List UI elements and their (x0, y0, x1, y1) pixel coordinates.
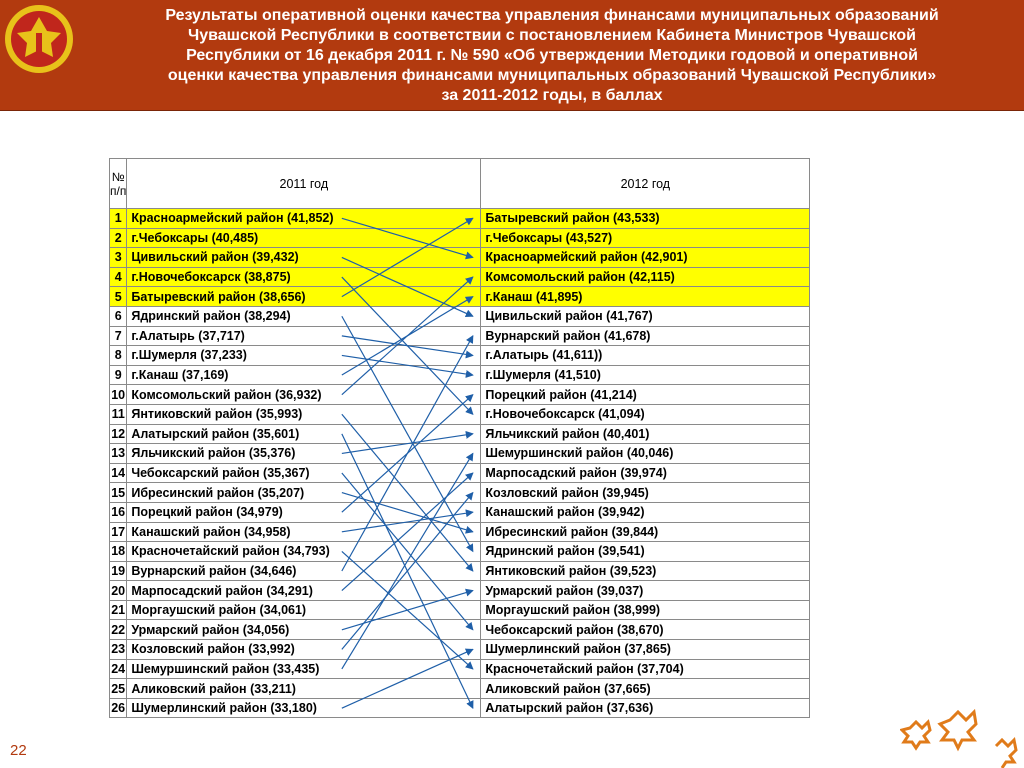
table-row (110, 365, 810, 385)
table-row (110, 424, 810, 444)
cell-2012: г.Новочебоксарск (41,094) (481, 404, 810, 424)
row-number: 9 (110, 365, 127, 385)
header-num-symbol: № (111, 169, 125, 184)
cell-2012: Шумерлинский район (37,865) (481, 640, 810, 660)
cell-2012: Аликовский район (37,665) (481, 679, 810, 699)
table-row (110, 502, 810, 522)
cell-2011: Батыревский район (38,656) (127, 287, 481, 307)
cell-2012: Урмарский район (39,037) (481, 581, 810, 601)
cell-2011: Ибресинский район (35,207) (127, 483, 481, 503)
row-number: 15 (110, 483, 127, 503)
cell-2012: Цивильский район (41,767) (481, 306, 810, 326)
cell-2012: Порецкий район (41,214) (481, 385, 810, 405)
table-row (110, 561, 810, 581)
row-number: 20 (110, 581, 127, 601)
row-number: 26 (110, 698, 127, 718)
cell-2012: Красночетайский район (37,704) (481, 659, 810, 679)
row-number: 24 (110, 659, 127, 679)
table-row (110, 620, 810, 640)
table-header-row (110, 159, 810, 209)
cell-2012: г.Чебоксары (43,527) (481, 228, 810, 248)
cell-2011: Яльчикский район (35,376) (127, 444, 481, 464)
cell-2011: Козловский район (33,992) (127, 640, 481, 660)
table-body (110, 209, 810, 718)
table-row (110, 659, 810, 679)
ranking-table (109, 158, 810, 718)
title-line-2: Чувашской Республики в соответствии с постановлением Кабинета Министров Чувашской (188, 27, 916, 44)
header-bar (0, 0, 1024, 111)
page-title (80, 6, 1024, 106)
table-row (110, 679, 810, 699)
cell-2011: Вурнарский район (34,646) (127, 561, 481, 581)
row-number: 22 (110, 620, 127, 640)
cell-2012: Ядринский район (39,541) (481, 542, 810, 562)
table-row (110, 287, 810, 307)
row-number: 7 (110, 326, 127, 346)
cell-2011: Порецкий район (34,979) (127, 502, 481, 522)
cell-2012: Канашский район (39,942) (481, 502, 810, 522)
cell-2011: Марпосадский район (34,291) (127, 581, 481, 601)
cell-2012: Комсомольский район (42,115) (481, 267, 810, 287)
table-row (110, 698, 810, 718)
cell-2012: Красноармейский район (42,901) (481, 248, 810, 268)
cell-2011: Шумерлинский район (33,180) (127, 698, 481, 718)
cell-2011: г.Алатырь (37,717) (127, 326, 481, 346)
cell-2011: Чебоксарский район (35,367) (127, 463, 481, 483)
table-row (110, 522, 810, 542)
row-number: 6 (110, 306, 127, 326)
header-num-label: п/п (110, 183, 127, 198)
cell-2011: Красночетайский район (34,793) (127, 542, 481, 562)
row-number: 11 (110, 404, 127, 424)
cell-2012: Марпосадский район (39,974) (481, 463, 810, 483)
row-number: 17 (110, 522, 127, 542)
cell-2011: г.Чебоксары (40,485) (127, 228, 481, 248)
row-number: 12 (110, 424, 127, 444)
cell-2012: г.Алатырь (41,611)) (481, 346, 810, 366)
row-number: 2 (110, 228, 127, 248)
row-number: 21 (110, 600, 127, 620)
cell-2011: Шемуршинский район (33,435) (127, 659, 481, 679)
table-row (110, 326, 810, 346)
row-number: 3 (110, 248, 127, 268)
row-number: 10 (110, 385, 127, 405)
table-row (110, 444, 810, 464)
row-number: 18 (110, 542, 127, 562)
row-number: 5 (110, 287, 127, 307)
table-row (110, 385, 810, 405)
cell-2012: Ибресинский район (39,844) (481, 522, 810, 542)
row-number: 14 (110, 463, 127, 483)
table-row (110, 306, 810, 326)
star-ornament-icon (900, 700, 1024, 768)
table-row (110, 463, 810, 483)
table-row (110, 267, 810, 287)
cell-2012: Батыревский район (43,533) (481, 209, 810, 229)
cell-2011: Алатырский район (35,601) (127, 424, 481, 444)
cell-2011: г.Шумерля (37,233) (127, 346, 481, 366)
cell-2011: Комсомольский район (36,932) (127, 385, 481, 405)
cell-2012: Алатырский район (37,636) (481, 698, 810, 718)
row-number: 4 (110, 267, 127, 287)
cell-2011: Аликовский район (33,211) (127, 679, 481, 699)
cell-2011: Моргаушский район (34,061) (127, 600, 481, 620)
cell-2011: Канашский район (34,958) (127, 522, 481, 542)
cell-2011: Ядринский район (38,294) (127, 306, 481, 326)
table-row (110, 404, 810, 424)
table-row (110, 228, 810, 248)
row-number: 8 (110, 346, 127, 366)
title-line-4: оценки качества управления финансами муниципальных образований Чувашской Республики» (167, 67, 937, 84)
table-row (110, 248, 810, 268)
row-number: 19 (110, 561, 127, 581)
cell-2012: Шемуршинский район (40,046) (481, 444, 810, 464)
cell-2011: Красноармейский район (41,852) (127, 209, 481, 229)
row-number: 23 (110, 640, 127, 660)
title-line-5: за 2011-2012 годы, в баллах (441, 87, 663, 104)
row-number: 16 (110, 502, 127, 522)
coat-of-arms-icon (3, 3, 75, 75)
row-number: 25 (110, 679, 127, 699)
title-line-1: Результаты оперативной оценки качества управления финансами муниципальных образований (165, 7, 939, 24)
cell-2012: Чебоксарский район (38,670) (481, 620, 810, 640)
cell-2012: г.Шумерля (41,510) (481, 365, 810, 385)
cell-2012: Янтиковский район (39,523) (481, 561, 810, 581)
header-2012: 2012 год (481, 159, 810, 209)
cell-2011: Янтиковский район (35,993) (127, 404, 481, 424)
header-num (110, 159, 127, 209)
cell-2012: г.Канаш (41,895) (481, 287, 810, 307)
table-row (110, 600, 810, 620)
row-number: 13 (110, 444, 127, 464)
cell-2011: г.Новочебоксарск (38,875) (127, 267, 481, 287)
table-row (110, 346, 810, 366)
row-number: 1 (110, 209, 127, 229)
table-row (110, 483, 810, 503)
table-row (110, 542, 810, 562)
header-2011: 2011 год (127, 159, 481, 209)
cell-2011: Урмарский район (34,056) (127, 620, 481, 640)
cell-2012: Моргаушский район (38,999) (481, 600, 810, 620)
cell-2012: Яльчикский район (40,401) (481, 424, 810, 444)
cell-2012: Вурнарский район (41,678) (481, 326, 810, 346)
table-row (110, 640, 810, 660)
page-number: 22 (10, 742, 27, 759)
cell-2011: г.Канаш (37,169) (127, 365, 481, 385)
title-line-3: Республики от 16 декабря 2011 г. № 590 «Об утверждении Методики годовой и оперативной (186, 47, 918, 64)
cell-2012: Козловский район (39,945) (481, 483, 810, 503)
table-row (110, 209, 810, 229)
cell-2011: Цивильский район (39,432) (127, 248, 481, 268)
table-row (110, 581, 810, 601)
